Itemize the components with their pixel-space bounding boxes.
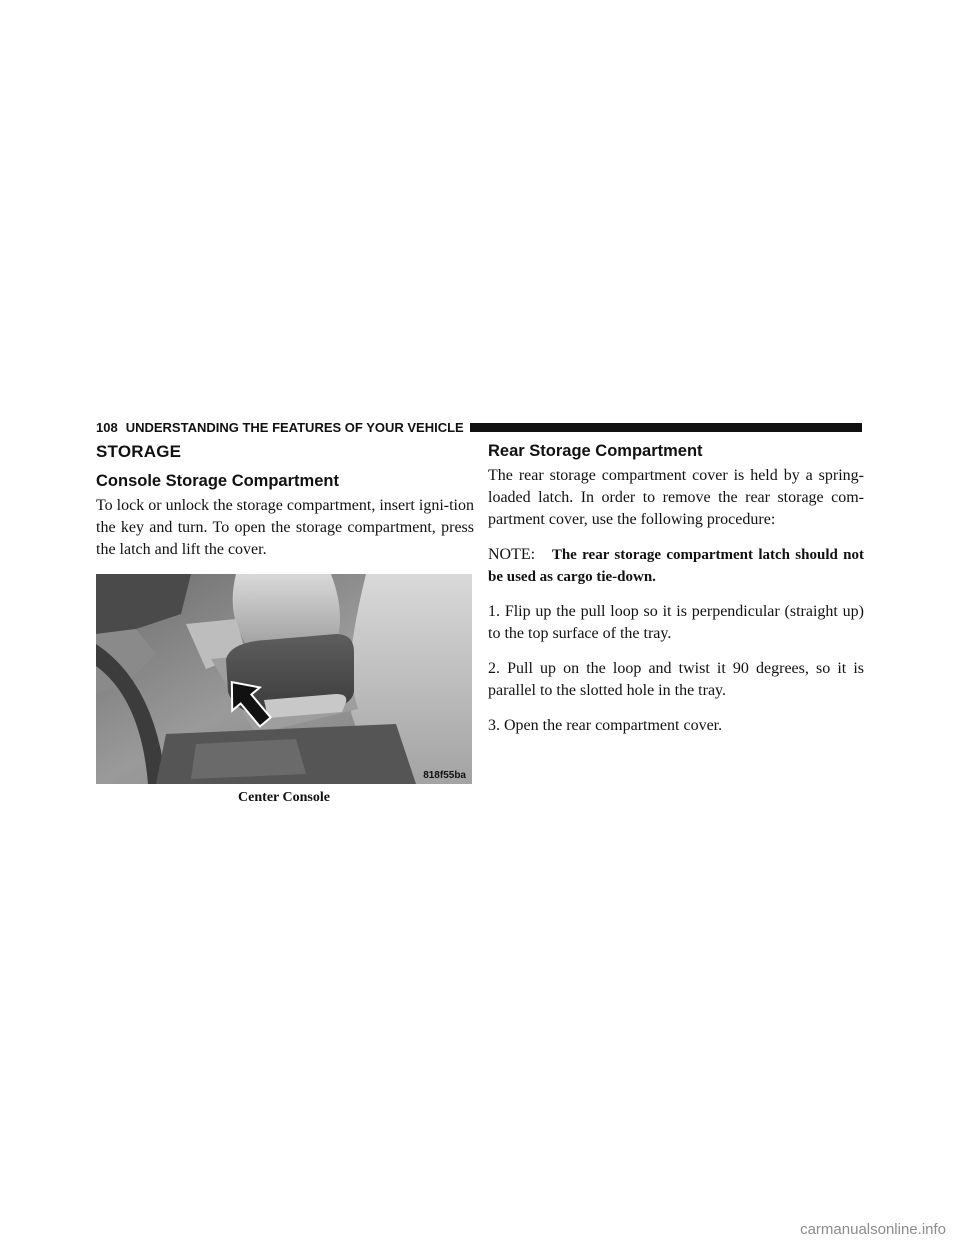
- step-1: 1. Flip up the pull loop so it is perpendicular (straight up) to the top surface of the tray.: [488, 603, 864, 642]
- console-paragraph: To lock or unlock the storage compartment, insert igni-tion the key and turn. To open the storage compartment, press the latch and lift the cover.: [96, 497, 474, 558]
- step-2: 2. Pull up on the loop and twist it 90 degrees, so it is parallel to the slotted hole in the tray.: [488, 660, 864, 699]
- subsection-title-console: Console Storage Compartment: [96, 472, 339, 490]
- page-number: 108: [96, 419, 118, 435]
- right-column: [488, 440, 864, 750]
- header-rule: [470, 423, 862, 432]
- section-title-storage: STORAGE: [96, 442, 182, 461]
- watermark: carmanualsonline.info: [800, 1221, 946, 1238]
- step-3: 3. Open the rear compartment cover.: [488, 717, 723, 734]
- rear-paragraph: The rear storage compartment cover is held by a spring-loaded latch. In order to remove the rear storage com-partment cover, use the following procedure:: [488, 467, 864, 528]
- center-console-illustration: [96, 574, 472, 784]
- figure-code: 818f55ba: [423, 770, 466, 781]
- page-header: [96, 419, 862, 435]
- figure-caption: Center Console: [238, 790, 330, 805]
- chapter-title: UNDERSTANDING THE FEATURES OF YOUR VEHICLE: [125, 419, 464, 435]
- subsection-title-rear: Rear Storage Compartment: [488, 442, 703, 460]
- center-console-photo: [96, 574, 472, 784]
- left-column: [96, 440, 474, 806]
- note-label: NOTE:: [488, 546, 536, 563]
- note-paragraph: [488, 544, 864, 588]
- note-text: The rear storage compartment latch should not be used as cargo tie-down.: [488, 547, 864, 585]
